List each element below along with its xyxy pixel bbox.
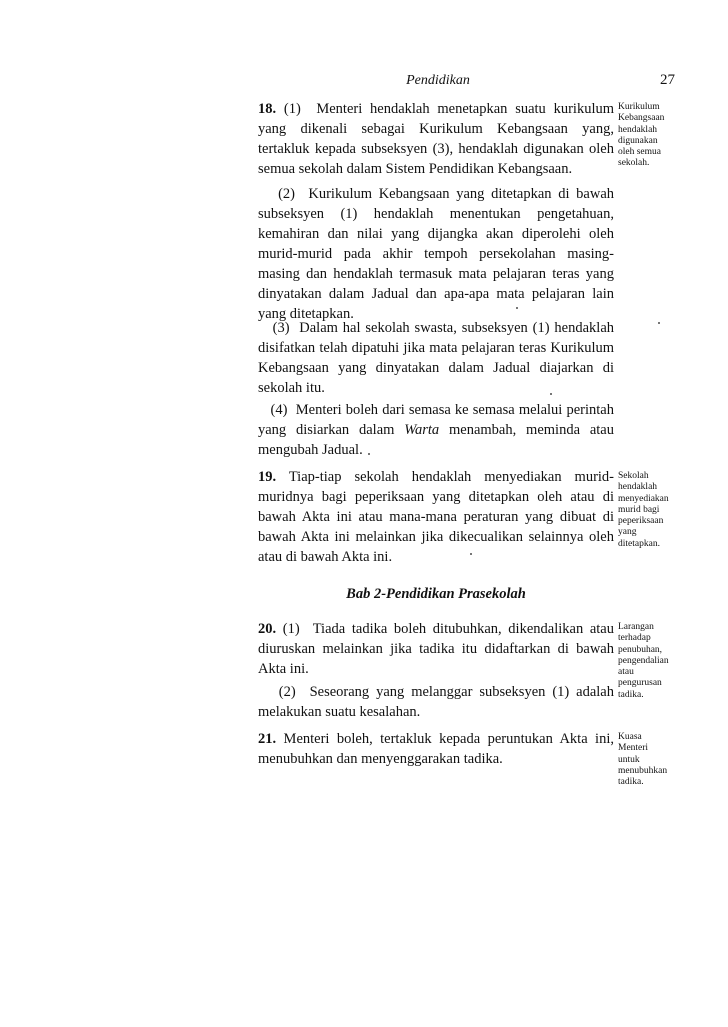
paragraph-text: (2) Kurikulum Kebangsaan yang ditetapkan di bawah subseksyen (1) hendaklah menentukan pengetahuan, kemahiran dan nilai yang dijangka akan diperolehi oleh murid-murid pada akhir tempoh persekolahan masing-masing dan hendaklah termasuk mata pelajaran teras yang dinyatakan dalam Jadual dan apa-apa mata pelajaran lain yang ditetapkan.: [258, 186, 618, 322]
section-21: [258, 729, 618, 769]
section-18-subsection-1: [258, 99, 618, 179]
section-18-subsection-3: [258, 318, 618, 398]
chapter-heading: Bab 2-Pendidikan Prasekolah: [346, 586, 526, 602]
scan-speck: [470, 553, 472, 555]
section-number: 21.: [258, 731, 277, 747]
paragraph-text: (3) Dalam hal sekolah swasta, subseksyen (1) hendaklah disifatkan telah dipatuhi jika mata pelajaran teras Kurikulum Kebangsaan yang dinyatakan dalam Jadual diajarkan di sekolah itu.: [258, 320, 618, 396]
section-18-subsection-2: [258, 184, 618, 324]
paragraph-text: (1) Menteri hendaklah menetapkan suatu kurikulum yang dikenali sebagai Kurikulum Kebangsaan yang, tertakluk kepada subseksyen (3), hendaklah digunakan oleh semua sekolah dalam Sistem Pendidikan Kebangsaan.: [258, 101, 618, 177]
section-18-subsection-4: [258, 400, 618, 460]
scan-speck: [550, 393, 552, 395]
section-20-subsection-1: [258, 619, 618, 679]
paragraph-text: menambah, meminda atau mengubah Jadual.: [258, 422, 618, 458]
section-number: 18.: [258, 101, 277, 117]
margin-note-section-20: Larangan terhadap penubuhan, pengendalian atau pengurusan tadika.: [618, 622, 669, 700]
page-number: 27: [660, 72, 675, 88]
section-number: 20.: [258, 621, 277, 637]
paragraph-text: Menteri boleh, tertakluk kepada peruntukan Akta ini, menubuhkan dan menyenggarakan tadika.: [258, 731, 618, 767]
margin-note-section-19: Sekolah hendaklah menyediakan murid bagi peperiksaan yang ditetapkan.: [618, 471, 669, 549]
section-20-subsection-2: [258, 682, 618, 722]
running-header-title: Pendidikan: [406, 73, 470, 88]
section-number: 19.: [258, 469, 277, 485]
paragraph-text: Tiap-tiap sekolah hendaklah menyediakan murid-muridnya bagi peperiksaan yang ditetapkan oleh atau di bawah Akta ini atau mana-mana peraturan yang dibuat di bawah Akta ini melainkan jika dikecualikan selainnya oleh atau di bawah Akta ini.: [258, 469, 618, 565]
paragraph-text: (2) Seseorang yang melanggar subseksyen (1) adalah melakukan suatu kesalahan.: [258, 684, 618, 720]
margin-note-section-21: Kuasa Menteri untuk menubuhkan tadika.: [618, 732, 668, 788]
scan-speck: [658, 322, 660, 324]
paragraph-text: (1) Tiada tadika boleh ditubuhkan, dikendalikan atau diuruskan melainkan jika tadika itu didaftarkan di bawah Akta ini.: [258, 621, 618, 677]
section-19: [258, 467, 618, 567]
paragraph-text: (4) Menteri boleh dari semasa ke semasa melalui perintah yang disiarkan dalam: [258, 402, 618, 438]
scan-speck: [368, 453, 370, 455]
margin-note-section-18: Kurikulum Kebangsaan hendaklah digunakan oleh semua sekolah.: [618, 102, 665, 169]
italic-term: Warta: [404, 422, 440, 438]
scan-speck: [516, 307, 518, 309]
